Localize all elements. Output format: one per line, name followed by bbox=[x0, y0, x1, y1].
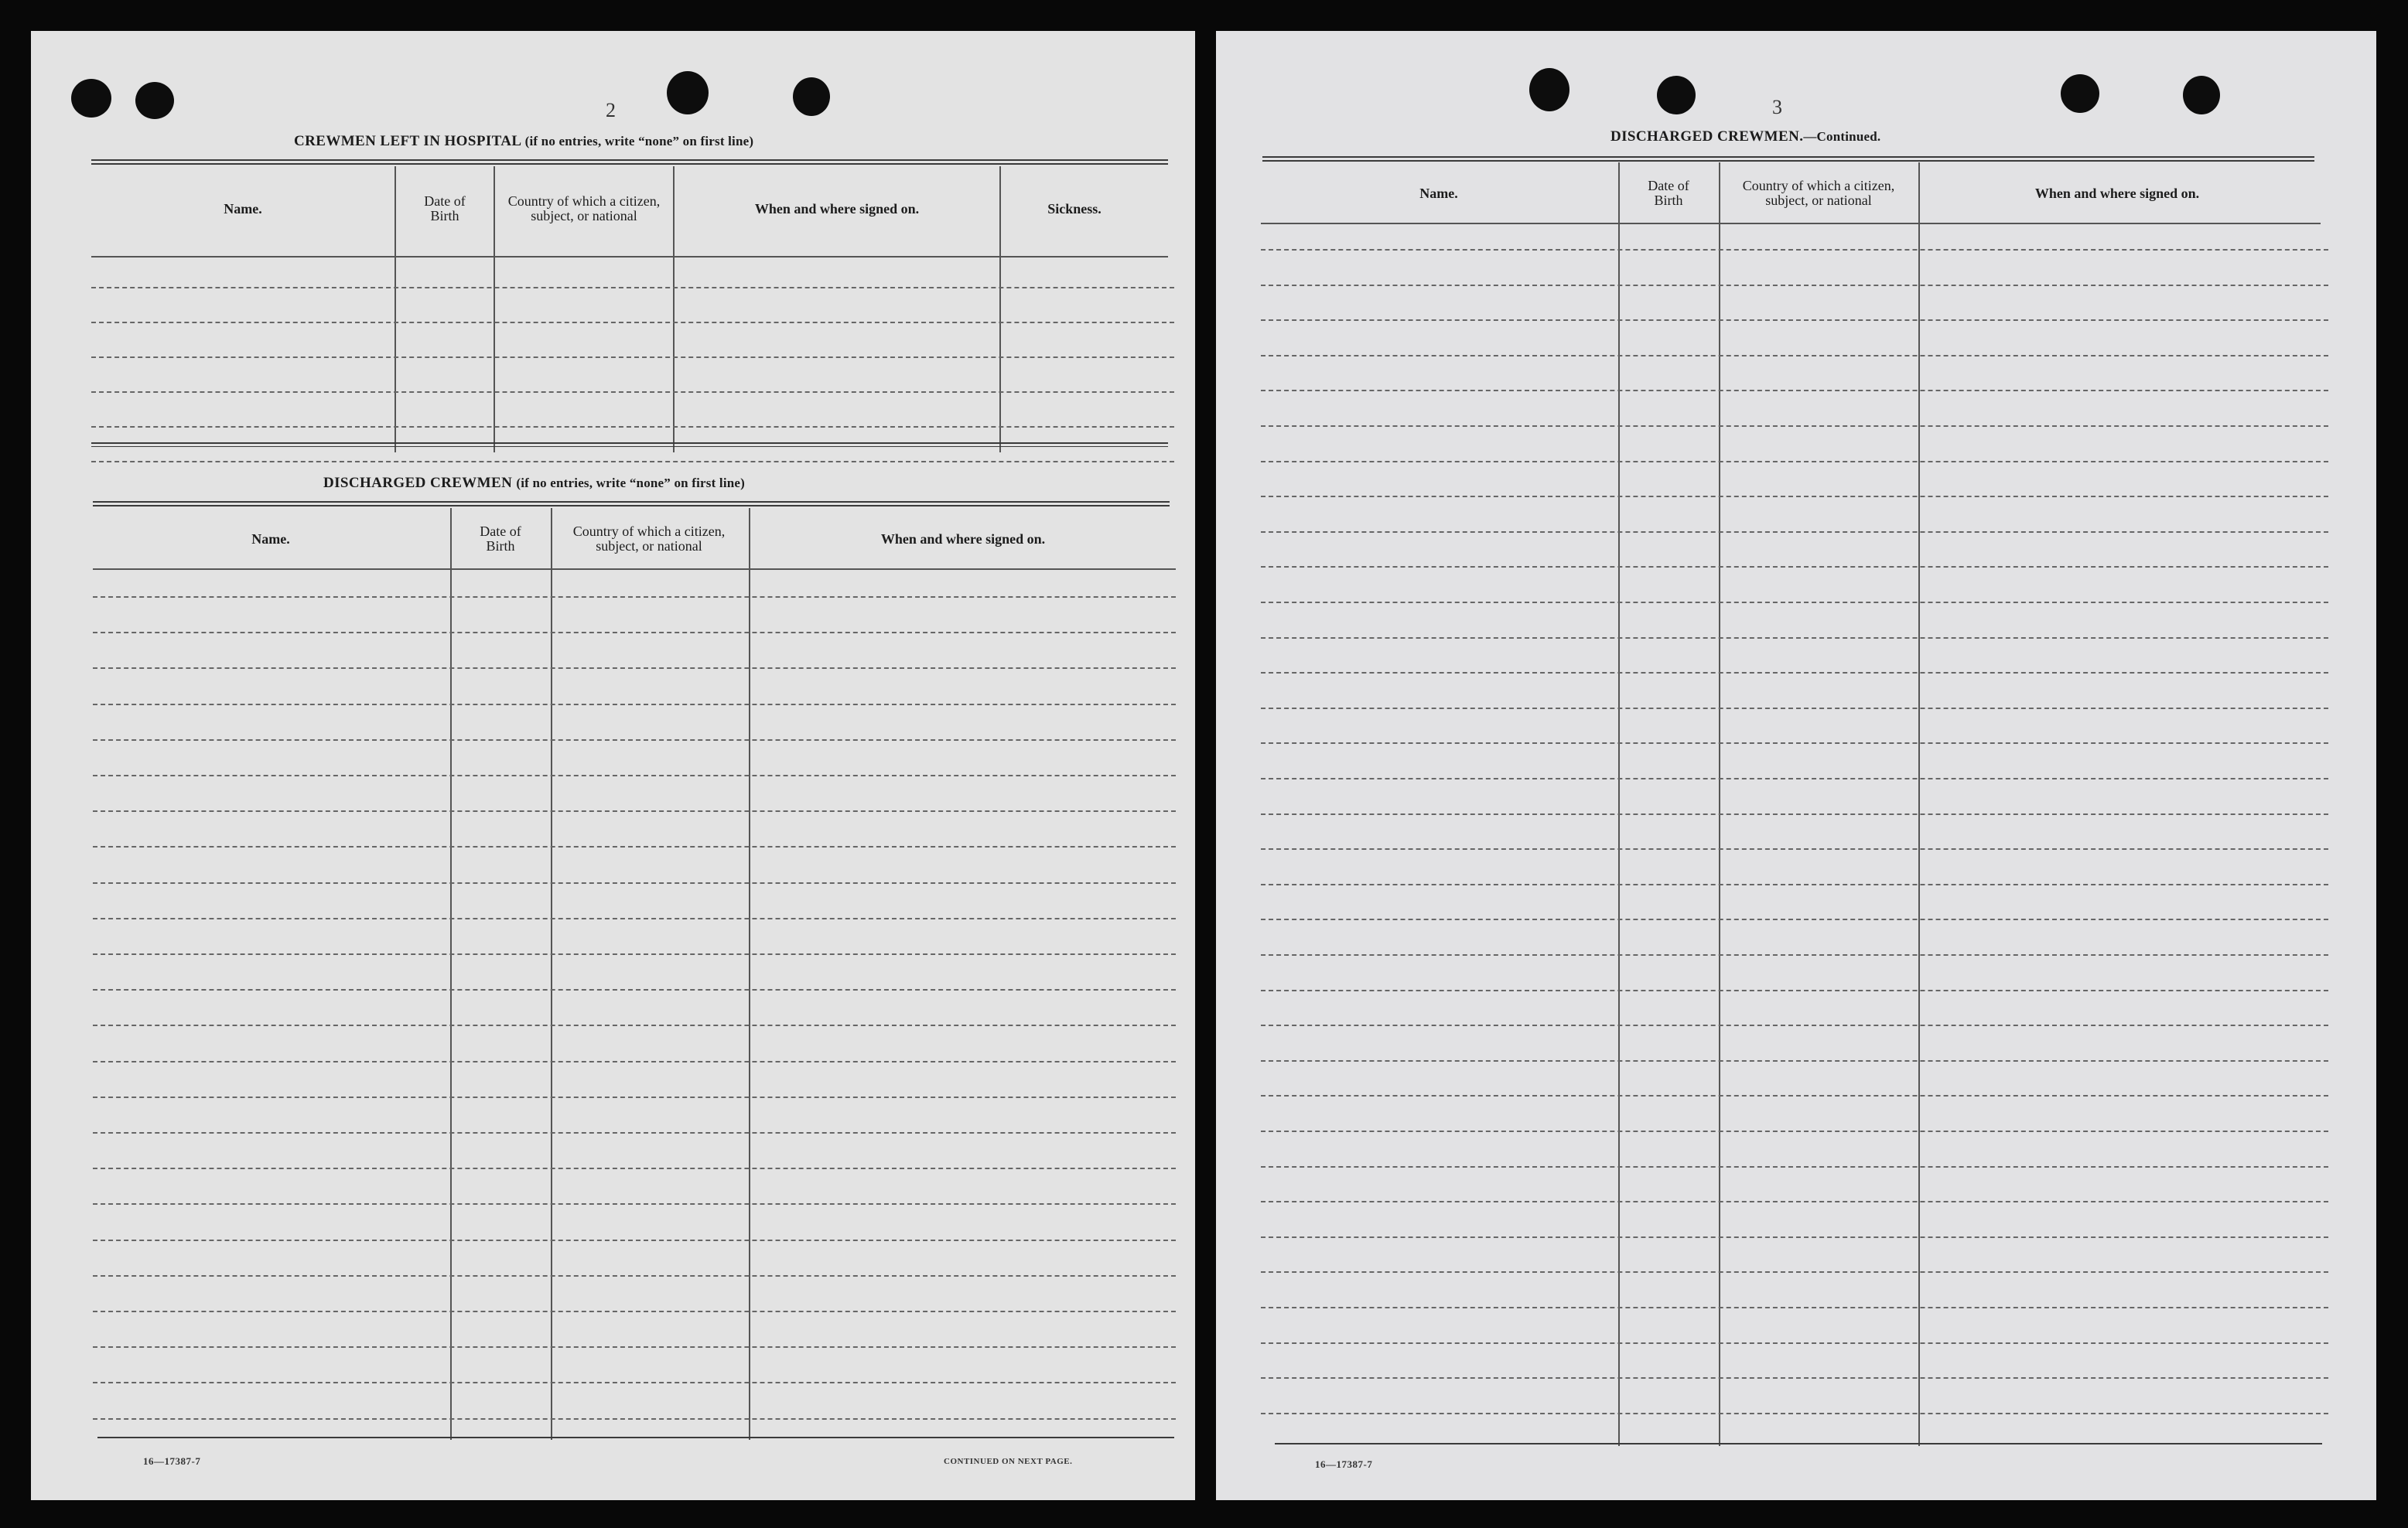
discharged-top-rule bbox=[93, 501, 1170, 503]
discharged-continued-table bbox=[1261, 162, 2328, 1446]
blank-entry-line bbox=[1261, 355, 2328, 356]
blank-entry-line bbox=[93, 704, 1176, 705]
blank-entry-line bbox=[93, 1311, 1176, 1312]
blank-entry-line bbox=[93, 846, 1176, 848]
hospital-bottom-rule bbox=[91, 442, 1168, 444]
discharged-continued-subtitle-text: —Continued. bbox=[1803, 129, 1881, 144]
blank-entry-line bbox=[1261, 1307, 2328, 1308]
discharged-continued-rows bbox=[1261, 224, 2328, 1444]
right-page bbox=[1216, 31, 2376, 1500]
punch-hole bbox=[793, 77, 830, 116]
blank-entry-line bbox=[93, 1418, 1176, 1420]
blank-entry-line bbox=[1261, 602, 2328, 603]
blank-entry-line bbox=[1261, 1025, 2328, 1026]
continued-top-rule bbox=[1262, 160, 2314, 162]
page-number: 3 bbox=[1772, 96, 1782, 118]
blank-entry-line bbox=[1261, 919, 2328, 920]
continued-top-rule bbox=[1262, 156, 2314, 158]
blank-entry-line bbox=[93, 1346, 1176, 1348]
blank-entry-line bbox=[1261, 672, 2328, 674]
blank-entry-line bbox=[93, 596, 1176, 598]
discharged-section-title bbox=[323, 475, 745, 492]
blank-entry-line bbox=[1261, 1342, 2328, 1344]
blank-entry-line bbox=[1261, 990, 2328, 991]
form-number: 16—17387-7 bbox=[143, 1455, 201, 1467]
col-header-when-where: When and where signed on. bbox=[754, 200, 920, 217]
col-header-name: Name. bbox=[251, 530, 290, 547]
hospital-table bbox=[91, 166, 1174, 452]
blank-entry-line bbox=[91, 461, 1174, 462]
punch-hole bbox=[2061, 74, 2099, 113]
col-header-date-of-birth: Date of Birth bbox=[480, 524, 521, 554]
blank-entry-line bbox=[93, 1132, 1176, 1134]
blank-entry-line bbox=[1261, 390, 2328, 391]
punch-hole bbox=[135, 82, 174, 119]
col-header-name: Name. bbox=[1419, 185, 1458, 201]
blank-entry-line bbox=[1261, 531, 2328, 533]
col-header-when-where: When and where signed on. bbox=[880, 530, 1046, 547]
blank-entry-line bbox=[1261, 708, 2328, 709]
hospital-bottom-rule bbox=[91, 446, 1168, 447]
col-header-country: Country of which a citizen, subject, or national bbox=[572, 524, 726, 554]
blank-entry-line bbox=[1261, 1236, 2328, 1238]
discharged-subtitle-text: (if no entries, write “none” on first line) bbox=[516, 476, 746, 490]
blank-entry-line bbox=[1261, 884, 2328, 885]
blank-entry-line bbox=[93, 739, 1176, 741]
discharged-continued-title bbox=[1610, 128, 1880, 145]
blank-entry-line bbox=[1261, 1413, 2328, 1414]
form-number: 16—17387-7 bbox=[1315, 1458, 1373, 1470]
hospital-top-rule bbox=[91, 159, 1168, 161]
blank-entry-line bbox=[1261, 249, 2328, 251]
col-header-name: Name. bbox=[224, 200, 262, 217]
discharged-title-text: DISCHARGED CREWMEN bbox=[323, 475, 513, 491]
blank-entry-line bbox=[91, 426, 1174, 428]
page-number: 2 bbox=[606, 99, 616, 121]
blank-entry-line bbox=[93, 1382, 1176, 1383]
blank-entry-line bbox=[93, 810, 1176, 812]
punch-hole bbox=[1657, 76, 1696, 114]
hospital-rows bbox=[91, 258, 1174, 451]
blank-entry-line bbox=[1261, 1271, 2328, 1273]
blank-entry-line bbox=[93, 918, 1176, 919]
left-page bbox=[31, 31, 1195, 1500]
blank-entry-line bbox=[1261, 1166, 2328, 1168]
blank-entry-line bbox=[1261, 496, 2328, 497]
blank-entry-line bbox=[93, 632, 1176, 633]
blank-entry-line bbox=[1261, 566, 2328, 568]
blank-entry-line bbox=[93, 1275, 1176, 1277]
blank-entry-line bbox=[1261, 813, 2328, 815]
discharged-top-rule bbox=[93, 505, 1170, 506]
col-header-country: Country of which a citizen, subject, or national bbox=[1742, 178, 1895, 208]
blank-entry-line bbox=[1261, 778, 2328, 779]
blank-entry-line bbox=[1261, 1095, 2328, 1097]
blank-entry-line bbox=[93, 1203, 1176, 1205]
punch-hole bbox=[71, 79, 111, 118]
col-header-country: Country of which a citizen, subject, or national bbox=[507, 193, 661, 223]
col-header-date-of-birth: Date of Birth bbox=[424, 193, 466, 223]
blank-entry-line bbox=[91, 356, 1174, 358]
blank-entry-line bbox=[93, 989, 1176, 991]
blank-entry-line bbox=[93, 1061, 1176, 1062]
blank-entry-line bbox=[93, 667, 1176, 669]
blank-entry-line bbox=[91, 391, 1174, 393]
blank-entry-line bbox=[93, 953, 1176, 955]
blank-entry-line bbox=[93, 1240, 1176, 1241]
discharged-table bbox=[93, 508, 1176, 1440]
blank-entry-line bbox=[1261, 954, 2328, 956]
hospital-subtitle-text: (if no entries, write “none” on first line) bbox=[524, 134, 754, 148]
blank-entry-line bbox=[1261, 1060, 2328, 1062]
discharged-bottom-rule bbox=[97, 1437, 1174, 1438]
col-header-when-where: When and where signed on. bbox=[2034, 185, 2200, 201]
col-header-sickness: Sickness. bbox=[1047, 200, 1102, 217]
blank-entry-line bbox=[1261, 848, 2328, 850]
blank-entry-line bbox=[1261, 1377, 2328, 1379]
blank-entry-line bbox=[1261, 742, 2328, 744]
blank-entry-line bbox=[91, 322, 1174, 323]
blank-entry-line bbox=[93, 1168, 1176, 1169]
punch-hole bbox=[1529, 68, 1569, 111]
blank-entry-line bbox=[93, 1025, 1176, 1026]
blank-entry-line bbox=[1261, 285, 2328, 286]
blank-entry-line bbox=[1261, 1201, 2328, 1202]
punch-hole bbox=[2183, 76, 2220, 114]
hospital-section-title bbox=[294, 133, 753, 150]
blank-entry-line bbox=[91, 287, 1174, 288]
blank-entry-line bbox=[1261, 319, 2328, 321]
punch-hole bbox=[667, 71, 709, 114]
blank-entry-line bbox=[93, 882, 1176, 884]
continued-note: CONTINUED ON NEXT PAGE. bbox=[944, 1457, 1073, 1466]
blank-entry-line bbox=[1261, 1131, 2328, 1132]
blank-entry-line bbox=[93, 775, 1176, 776]
blank-entry-line bbox=[1261, 461, 2328, 462]
blank-entry-line bbox=[1261, 425, 2328, 427]
blank-entry-line bbox=[1261, 637, 2328, 639]
discharged-continued-title-text: DISCHARGED CREWMEN. bbox=[1610, 128, 1804, 145]
col-header-date-of-birth: Date of Birth bbox=[1648, 178, 1689, 208]
hospital-top-rule bbox=[91, 163, 1168, 165]
discharged-rows bbox=[93, 570, 1176, 1436]
continued-bottom-rule bbox=[1275, 1443, 2322, 1444]
blank-entry-line bbox=[93, 1097, 1176, 1098]
hospital-title-text: CREWMEN LEFT IN HOSPITAL bbox=[294, 133, 521, 149]
